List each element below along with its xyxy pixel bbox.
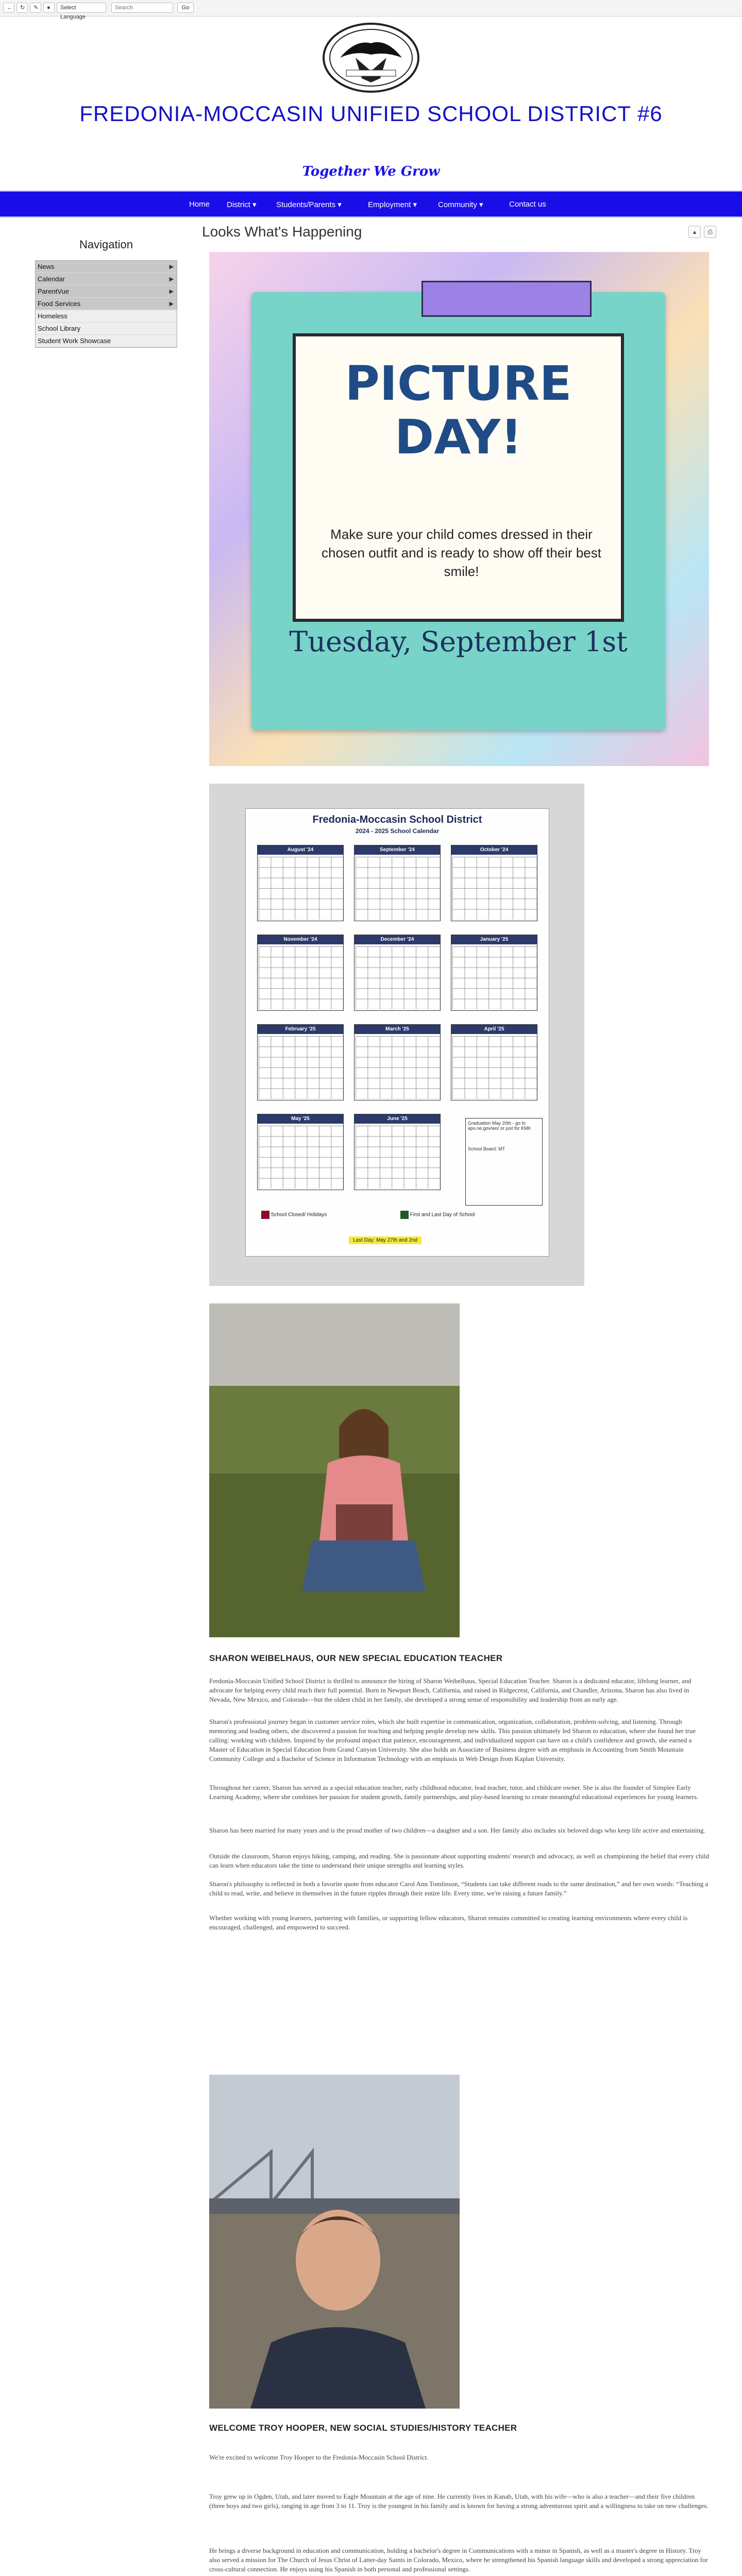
article-paragraph: Sharon's professional journey began in customer service roles, which she built expertise in communication, organization, collaboration, problem-solving, and listening. Through mentoring and leading others, she discovered a passion for teaching and helping people develop new skills. This passion ultimately led Sharon to education, where she found her true calling: working with children. Inspired by the profound impact that patience, encouragement, and individualized support can have on a child's confidence and growth, she earned a Master of Education in Special Education from Grand Canyon University. She also holds an Associate of Business degree with an emphasis in Accounting from Smith Mountain Community College and a Bachelor of Science in Information Technology with an emphasis in Web Design from Kaplan University. <box>209 1718 696 1762</box>
poster-text: Make sure your child comes dressed in their chosen outfit and is ready to show off their best smile! <box>322 527 601 579</box>
teacher-photo-troy <box>209 2075 460 2409</box>
nav-community[interactable] <box>438 200 483 209</box>
nav-home[interactable]: Home <box>189 200 210 209</box>
calendar-title: Fredonia-Moccasin School District <box>312 814 482 825</box>
sidebar-item-homeless[interactable] <box>36 310 177 323</box>
translate-select[interactable]: Select Language <box>57 3 106 13</box>
month-header: August '24 <box>258 845 343 855</box>
legend-label: School Closed/ Holidays <box>271 1212 327 1218</box>
caret-right-icon: ▶ <box>169 276 174 282</box>
article-heading: WELCOME TROY HOOPER, NEW SOCIAL STUDIES/HISTORY TEACHER <box>209 2423 517 2433</box>
caret-right-icon: ▶ <box>169 264 174 270</box>
chevron-down-icon: ▾ <box>413 200 417 209</box>
sidebar-item-school-library[interactable] <box>36 323 177 335</box>
article-paragraph: Outside the classroom, Sharon enjoys hiking, camping, and reading. She is passionate about supporting students' research and advocacy, as well as championing the belief that every child can learn when educators take the time to understand their unique strengths and learning styles. <box>209 1852 710 1869</box>
calendar-month <box>451 845 537 921</box>
nav-contact-us[interactable]: Contact us <box>509 200 546 209</box>
teacher-photo-sharon <box>209 1303 460 1637</box>
back-icon[interactable]: ← <box>3 3 14 13</box>
caret-right-icon: ▶ <box>169 301 174 307</box>
article-heading: SHARON WEIBELHAUS, OUR NEW SPECIAL EDUCATION TEACHER <box>209 1653 503 1663</box>
district-title: FREDONIA-MOCCASIN UNIFIED SCHOOL DISTRICT #6 <box>79 101 663 126</box>
calendar-month <box>451 935 537 1011</box>
legend-swatch <box>400 1211 409 1219</box>
nav-district[interactable] <box>227 200 257 209</box>
nav-students-parents[interactable] <box>276 200 342 209</box>
calendar-note-board: School Board: MT <box>468 1146 505 1151</box>
picture-day-poster <box>209 252 709 766</box>
legend-label: First and Last Day of School <box>410 1212 475 1218</box>
sidebar-item-label: Food Services <box>38 300 81 308</box>
logo-emblem-icon <box>319 21 423 98</box>
collapse-icon[interactable]: ▴ <box>688 226 701 238</box>
poster-date: Tuesday, September 1st <box>289 625 628 658</box>
photo-illustration <box>209 1303 460 1637</box>
search-input[interactable] <box>111 3 173 13</box>
article-paragraph: Troy grew up in Ogden, Utah, and later moved to Eagle Mountain at the age of nine. He currently lives in Kanab, Utah, with his wife—who is also a teacher—and their five children (three boys and two girls), ranging in age from 3 to 11. Troy is the youngest in his family and is known for having a strong adventurous spirit and a willingness to take on new challenges. <box>209 2493 709 2510</box>
nav-students-parents-label: Students/Parents <box>276 200 336 209</box>
calendar-month <box>257 1114 344 1190</box>
utility-bar <box>0 0 742 20</box>
refresh-icon[interactable]: ↻ <box>16 3 28 13</box>
nav-employment[interactable] <box>368 200 417 209</box>
calendar-month <box>354 1024 441 1100</box>
calendar-legend-closed <box>261 1211 327 1219</box>
calendar-note-text: Graduation May 20th - go to aps.ne.gov/wo/ or just for KMK <box>468 1121 531 1131</box>
calendar-footer-note: Last Day: May 27th and 2nd <box>349 1236 421 1244</box>
sidebar-item-label: School Library <box>38 325 81 332</box>
nav-district-label: District <box>227 200 250 209</box>
calendar-legend-first-last <box>400 1211 475 1219</box>
poster-headline: PICTURE DAY! <box>345 356 572 465</box>
nav-employment-label: Employment <box>368 200 411 209</box>
sidebar-item-label: Homeless <box>38 312 68 320</box>
calendar-month <box>354 845 441 921</box>
legend-swatch <box>261 1211 269 1219</box>
month-header: June '25 <box>355 1114 440 1124</box>
article-paragraph: Fredonia-Moccasin Unified School District is thrilled to announce the hiring of Sharon Weibelhaus, Special Education Teacher. Sharon is a dedicated educator, lifelong learner, and advocate for helping every child reach their full potential. Born in Newport Beach, California, and raised in Ridgecrest, California, and Chandler, Arizona, Sharon has also lived in Nevada, New Mexico, and Colorado—but the oldest child in her family, she developed a strong sense of responsibility and leadership from an early age. <box>209 1677 692 1703</box>
article-paragraph: Sharon has been married for many years and is the proud mother of two children—a daughter and a son. Her family also includes six beloved dogs who keep life active and entertaining. <box>209 1826 705 1834</box>
sidebar-item-label: ParentVue <box>38 287 69 295</box>
calendar-month <box>451 1024 537 1100</box>
sidebar-item-parentvue[interactable] <box>36 285 177 298</box>
month-header: November '24 <box>258 935 343 944</box>
article-paragraph: Sharon's philosophy is reflected in both a favorite quote from educator Carol Ann Tomlinson, “Students can take different roads to the same destination,” and her own words: “Teaching a child to read, write, and believe in themselves in the future ripples through their entire life. Every time, we're raising a future family.” <box>209 1880 709 1897</box>
page-title: Looks What's Happening <box>202 224 362 240</box>
district-logo[interactable] <box>319 21 423 98</box>
calendar-sheet <box>245 808 549 1257</box>
article-paragraph: Throughout her career, Sharon has served as a special education teacher, early childhood educator, lead teacher, tutor, and childcare owner. She is also the founder of Simplee Early Learning Academy, where she combines her passion for student growth, family partnerships, and play-based learning to create meaningful educational experiences for young learners. <box>209 1784 699 1801</box>
poster-note <box>293 333 624 622</box>
sidebar-item-food-services[interactable] <box>36 298 177 310</box>
sidebar-item-calendar[interactable] <box>36 273 177 285</box>
print-icon[interactable]: ⎙ <box>704 226 716 238</box>
calendar-subtitle: 2024 - 2025 School Calendar <box>355 827 440 835</box>
main-nav <box>0 191 742 217</box>
caret-right-icon: ▶ <box>169 289 174 295</box>
sidebar-menu <box>35 260 177 348</box>
calendar-month <box>257 1024 344 1100</box>
month-header: April '25 <box>451 1025 537 1034</box>
month-header: January '25 <box>451 935 537 944</box>
nav-community-label: Community <box>438 200 477 209</box>
chevron-down-icon: ▾ <box>479 200 483 209</box>
search-go-button[interactable]: Go <box>177 3 194 13</box>
sidebar-item-label: Student Work Showcase <box>38 337 111 345</box>
district-motto: Together We Grow <box>302 164 440 179</box>
calendar-month <box>354 1114 441 1190</box>
month-header: December '24 <box>355 935 440 944</box>
school-calendar-image <box>209 784 584 1286</box>
sidebar-item-label: News <box>38 263 55 270</box>
month-header: May '25 <box>258 1114 343 1124</box>
month-header: September '24 <box>355 845 440 855</box>
month-header: March '25 <box>355 1025 440 1034</box>
chevron-down-icon: ▾ <box>338 200 342 209</box>
page-tools <box>685 226 716 238</box>
month-header: February '25 <box>258 1025 343 1034</box>
sidebar-item-student-work-showcase[interactable] <box>36 335 177 347</box>
poster-tape <box>421 281 592 317</box>
photo-illustration <box>209 2075 460 2409</box>
sidebar-title: Navigation <box>79 238 133 251</box>
chevron-down-icon: ▾ <box>252 200 257 209</box>
article-paragraph: Whether working with young learners, partnering with families, or supporting fellow educators, Sharon remains committed to creating learning environments where every child is encouraged, challenged, and empowered to succeed. <box>209 1914 688 1931</box>
calendar-month <box>257 935 344 1011</box>
poster-card <box>251 292 665 730</box>
calendar-note <box>465 1118 543 1206</box>
user-icon[interactable]: ● <box>43 3 55 13</box>
calendar-month <box>257 845 344 921</box>
calendar-month <box>354 935 441 1011</box>
edit-icon[interactable]: ✎ <box>30 3 41 13</box>
month-header: October '24 <box>451 845 537 855</box>
article-paragraph: He brings a diverse background in education and communication, holding a bachelor's degree in Communications with a minor in Spanish, as well as a master's degree in History. Troy also served a mission for The Church of Jesus Christ of Latter-day Saints in Colorado, Mexico, where he strengthened his Spanish language skills and developed a strong appreciation for cross-cultural connection. He enjoys using his Spanish in both personal and professional settings. <box>209 2547 708 2573</box>
article-paragraph: We're excited to welcome Troy Hooper to the Fredonia-Moccasin School District. <box>209 2453 429 2461</box>
sidebar-item-label: Calendar <box>38 275 65 283</box>
sidebar-item-news[interactable] <box>36 261 177 273</box>
